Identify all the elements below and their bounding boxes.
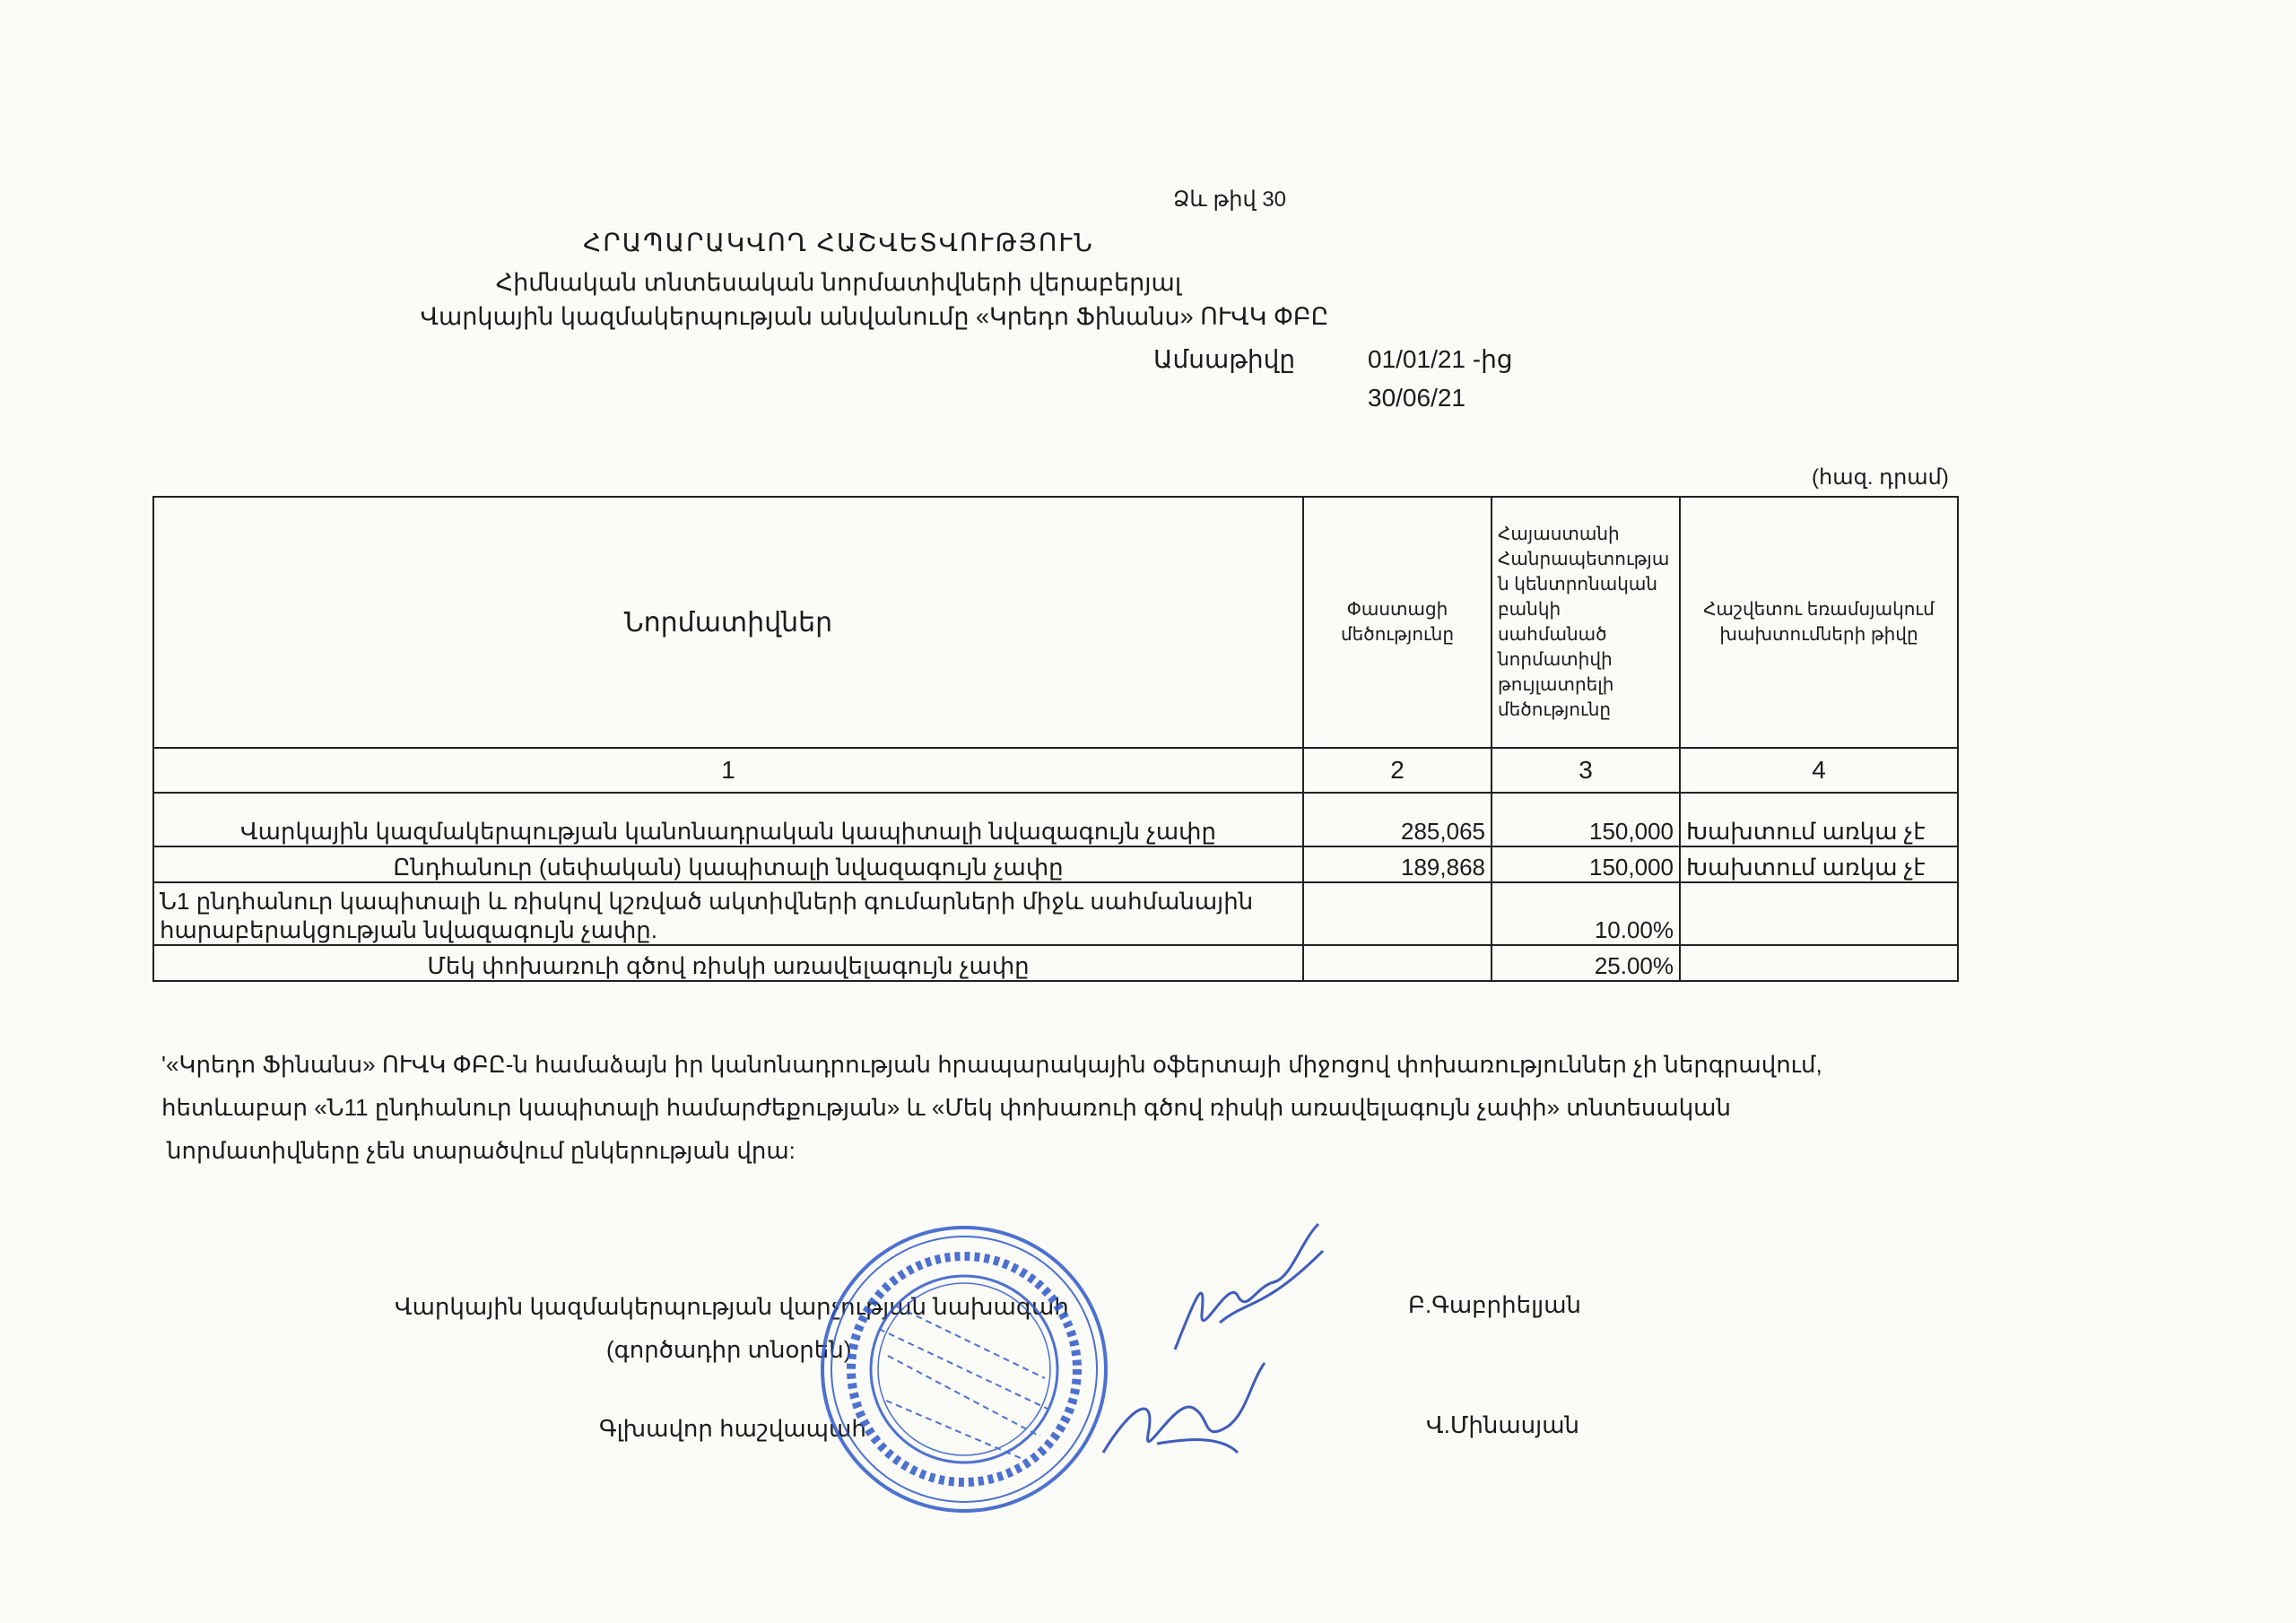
director-name: Բ.Գաբրիելյան	[1408, 1291, 1582, 1318]
accountant-title: Գլխավոր հաշվապահ	[599, 1415, 866, 1442]
note-line: հետևաբար «Ն11 ընդհանուր կապիտալի համարժեքության» և «Մեկ փոխառուի գծով ռիսկի առավելագույն չափի» տնտեսական	[161, 1094, 1731, 1121]
allowed-value: 10.00%	[1492, 882, 1680, 945]
header-actual-value: Փաստացի մեծությունը	[1303, 497, 1492, 748]
header-cba-allowed-value: Հայաստանի Հանրապետությա ն կենտրոնական բանկի սահմանած նորմատիվի թույլատրելի մեծությունը	[1492, 497, 1680, 748]
col-number: 4	[1680, 748, 1958, 793]
date-label: Ամսաթիվը	[1153, 345, 1296, 373]
organization-line: Վարկային կազմակերպության անվանումը «Կրեդո Ֆինանս» ՈՒՎԿ ՓԲԸ	[420, 303, 1329, 330]
table-row	[153, 882, 1958, 945]
date-to: 30/06/21	[1368, 384, 1465, 412]
actual-value	[1303, 945, 1492, 981]
violations: Խախտում առկա չէ	[1680, 846, 1958, 882]
normatives-table	[152, 496, 1959, 982]
violations: Խախտում առկա չէ	[1680, 793, 1958, 846]
normative-name: Ընդհանուր (սեփական) կապիտալի նվազագույն չափը	[153, 846, 1303, 882]
table-row	[153, 793, 1958, 846]
violations	[1680, 945, 1958, 981]
normative-name: Ն1 ընդհանուր կապիտալի և ռիսկով կշռված ակտիվների գումարների միջև սահմանային հարաբերակցության նվազագույն չափը.	[153, 882, 1303, 945]
note-line: նորմատիվները չեն տարածվում ընկերության վրա:	[167, 1137, 796, 1164]
accountant-signature	[1094, 1354, 1274, 1471]
accountant-name: Վ.Մինասյան	[1426, 1411, 1580, 1438]
report-subtitle: Հիմնական տնտեսական նորմատիվների վերաբերյալ	[495, 269, 1182, 296]
violations	[1680, 882, 1958, 945]
company-seal	[816, 1221, 1112, 1517]
normative-name: Մեկ փոխառուի գծով ռիսկի առավելագույն չափը	[153, 945, 1303, 981]
director-signature	[1166, 1215, 1327, 1367]
allowed-value: 150,000	[1492, 793, 1680, 846]
header-violations-count: Հաշվետու եռամսյակում խախտումների թիվը	[1680, 497, 1958, 748]
note-line: '«Կրեդո Ֆինանս» ՈՒՎԿ ՓԲԸ-ն համաձայն իր կանոնադրության հրապարակային օֆերտայի միջոցով փոխառություններ չի ներգրավում,	[161, 1051, 1822, 1078]
table-row	[153, 945, 1958, 981]
date-from: 01/01/21 -ից	[1368, 345, 1513, 373]
director-subtitle: (գործադիր տնօրեն)	[606, 1336, 852, 1363]
unit-label: (հազ. դրամ)	[1812, 465, 1949, 490]
column-number-row	[153, 748, 1958, 793]
director-title: Վարկային կազմակերպության վարչության նախագահ	[395, 1293, 1069, 1320]
normative-name: Վարկային կազմակերպության կանոնադրական կապիտալի նվազագույն չափը	[153, 793, 1303, 846]
col-number: 1	[153, 748, 1303, 793]
table-row	[153, 846, 1958, 882]
actual-value: 189,868	[1303, 846, 1492, 882]
allowed-value: 150,000	[1492, 846, 1680, 882]
report-title: ՀՐԱՊԱՐԱԿՎՈՂ ՀԱՇՎԵՏՎՈՒԹՅՈՒՆ	[583, 229, 1094, 256]
form-number: Ձև թիվ 30	[1173, 187, 1287, 212]
actual-value: 285,065	[1303, 793, 1492, 846]
col-number: 3	[1492, 748, 1680, 793]
table-header-row	[153, 497, 1958, 748]
header-normatives: Նորմատիվներ	[153, 497, 1303, 748]
actual-value	[1303, 882, 1492, 945]
col-number: 2	[1303, 748, 1492, 793]
allowed-value: 25.00%	[1492, 945, 1680, 981]
